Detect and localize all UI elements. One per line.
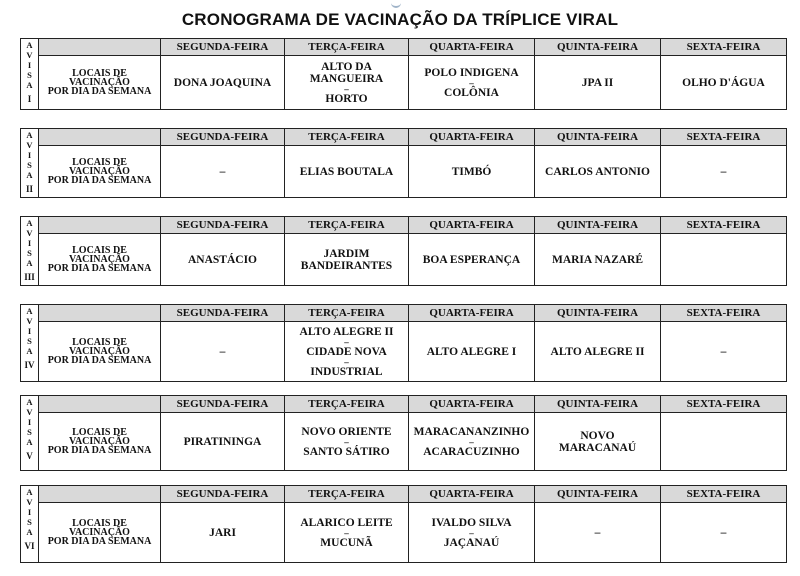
aviso-number: VI bbox=[24, 541, 35, 551]
aviso-table bbox=[20, 485, 787, 563]
aviso-letter: V bbox=[26, 407, 33, 417]
locais-label-line: LOCAIS DE bbox=[72, 68, 127, 79]
location-name: – bbox=[594, 526, 601, 539]
locais-label bbox=[39, 322, 161, 382]
locais-label-line: VACINAÇÃO bbox=[69, 527, 130, 538]
aviso-letter: A bbox=[26, 306, 33, 316]
aviso-side-label bbox=[21, 39, 39, 110]
location-cell bbox=[535, 56, 661, 110]
location-cell bbox=[409, 234, 535, 286]
day-header: TERÇA-FEIRA bbox=[285, 305, 409, 322]
locais-label-line: LOCAIS DE bbox=[72, 157, 127, 168]
location-name: ALTO ALEGRE II bbox=[299, 325, 394, 338]
day-header: SEXTA-FEIRA bbox=[661, 486, 787, 503]
location-name: POLO INDIGENA bbox=[424, 66, 519, 79]
location-cell bbox=[661, 234, 787, 286]
location-name: MARIA NAZARÉ bbox=[551, 253, 644, 266]
day-header: TERÇA-FEIRA bbox=[285, 396, 409, 413]
location-cell bbox=[409, 413, 535, 471]
location-name: BANDEIRANTES bbox=[300, 259, 393, 272]
location-name: JARDIM bbox=[323, 247, 370, 260]
day-header: TERÇA-FEIRA bbox=[285, 39, 409, 56]
aviso-number: IV bbox=[24, 360, 35, 370]
aviso-letter: I bbox=[27, 238, 32, 248]
day-header: QUARTA-FEIRA bbox=[409, 396, 535, 413]
locais-label bbox=[39, 234, 161, 286]
day-header: QUINTA-FEIRA bbox=[535, 396, 661, 413]
locais-label-line: VACINAÇÃO bbox=[69, 346, 130, 357]
day-header: SEGUNDA-FEIRA bbox=[161, 129, 285, 146]
location-name: – bbox=[344, 83, 349, 94]
day-header: QUARTA-FEIRA bbox=[409, 39, 535, 56]
location-cell bbox=[285, 234, 409, 286]
location-cell bbox=[661, 56, 787, 110]
location-cell bbox=[161, 234, 285, 286]
aviso-side-label bbox=[21, 129, 39, 198]
location-name: INDUSTRIAL bbox=[310, 365, 383, 378]
header-blank-cell bbox=[39, 129, 161, 146]
location-name: NOVO bbox=[580, 429, 615, 442]
aviso-table bbox=[20, 216, 787, 286]
aviso-letter: A bbox=[26, 397, 33, 407]
aviso-letter: V bbox=[26, 50, 33, 60]
location-name: – bbox=[469, 436, 474, 447]
aviso-letter: A bbox=[26, 218, 33, 228]
location-cell bbox=[161, 413, 285, 471]
day-header: SEGUNDA-FEIRA bbox=[161, 39, 285, 56]
location-cell bbox=[661, 146, 787, 198]
aviso-letter: A bbox=[26, 40, 33, 50]
locais-label-line: VACINAÇÃO bbox=[69, 436, 130, 447]
locais-label bbox=[39, 413, 161, 471]
location-name: ALTO ALEGRE II bbox=[550, 345, 645, 358]
locais-label-line: POR DIA DA SEMANA bbox=[47, 86, 152, 97]
day-header: SEGUNDA-FEIRA bbox=[161, 217, 285, 234]
location-name: – bbox=[469, 527, 474, 538]
day-header: SEXTA-FEIRA bbox=[661, 39, 787, 56]
location-name: – bbox=[720, 165, 727, 178]
aviso-table bbox=[20, 38, 787, 110]
location-cell bbox=[409, 322, 535, 382]
location-cell bbox=[285, 146, 409, 198]
aviso-letter: I bbox=[27, 150, 32, 160]
location-name: ALARICO LEITE bbox=[300, 516, 393, 529]
aviso-number: II bbox=[25, 184, 33, 194]
aviso-side-label bbox=[21, 396, 39, 471]
aviso-letter: A bbox=[26, 437, 33, 447]
location-name: – bbox=[219, 345, 226, 358]
location-name: – bbox=[219, 165, 226, 178]
day-header: SEGUNDA-FEIRA bbox=[161, 486, 285, 503]
day-header: SEXTA-FEIRA bbox=[661, 396, 787, 413]
locais-label-line: LOCAIS DE bbox=[72, 245, 127, 256]
location-cell bbox=[535, 413, 661, 471]
aviso-letter: A bbox=[26, 346, 33, 356]
location-cell bbox=[285, 503, 409, 563]
aviso-letter: S bbox=[27, 336, 32, 346]
page-title: CRONOGRAMA DE VACINAÇÃO DA TRÍPLICE VIRAL bbox=[181, 10, 619, 29]
location-name: DONA JOAQUINA bbox=[173, 76, 272, 89]
aviso-table bbox=[20, 395, 787, 471]
locais-label-line: LOCAIS DE bbox=[72, 427, 127, 438]
location-cell bbox=[161, 56, 285, 110]
aviso-letter: V bbox=[26, 140, 33, 150]
locais-label bbox=[39, 56, 161, 110]
location-cell bbox=[161, 322, 285, 382]
aviso-side-label bbox=[21, 305, 39, 382]
aviso-number: III bbox=[24, 272, 35, 282]
location-name: ALTO DA bbox=[321, 60, 372, 73]
locais-label-line: VACINAÇÃO bbox=[69, 77, 130, 88]
day-header: SEXTA-FEIRA bbox=[661, 217, 787, 234]
aviso-letter: I bbox=[27, 507, 32, 517]
aviso-letter: I bbox=[27, 417, 32, 427]
aviso-table bbox=[20, 304, 787, 382]
day-header: QUINTA-FEIRA bbox=[535, 486, 661, 503]
aviso-letter: V bbox=[26, 228, 33, 238]
aviso-letter: S bbox=[27, 160, 32, 170]
location-name: – bbox=[344, 356, 349, 367]
aviso-letter: A bbox=[26, 527, 33, 537]
location-name: MARACANANZINHO bbox=[413, 425, 530, 438]
aviso-letter: V bbox=[26, 316, 33, 326]
location-cell bbox=[535, 503, 661, 563]
location-name: – bbox=[344, 436, 349, 447]
day-header: QUARTA-FEIRA bbox=[409, 305, 535, 322]
location-cell bbox=[409, 503, 535, 563]
aviso-letter: A bbox=[26, 170, 33, 180]
day-header: QUARTA-FEIRA bbox=[409, 217, 535, 234]
header-blank-cell bbox=[39, 217, 161, 234]
location-name: OLHO D'ÁGUA bbox=[682, 76, 765, 89]
location-name: ANASTÁCIO bbox=[187, 253, 257, 266]
aviso-number: I bbox=[27, 94, 32, 104]
location-name: SANTO SÁTIRO bbox=[303, 445, 390, 458]
locais-label bbox=[39, 503, 161, 563]
day-header: TERÇA-FEIRA bbox=[285, 486, 409, 503]
location-name: ELIAS BOUTALA bbox=[299, 165, 394, 178]
aviso-letter: A bbox=[26, 258, 33, 268]
location-name: TIMBÓ bbox=[451, 165, 492, 178]
locais-label-line: LOCAIS DE bbox=[72, 337, 127, 348]
day-header: QUARTA-FEIRA bbox=[409, 129, 535, 146]
day-header: QUINTA-FEIRA bbox=[535, 39, 661, 56]
location-name: HORTO bbox=[325, 92, 368, 105]
aviso-letter: A bbox=[26, 80, 33, 90]
locais-label-line: POR DIA DA SEMANA bbox=[47, 175, 152, 186]
aviso-letter: S bbox=[27, 427, 32, 437]
location-name: NOVO ORIENTE bbox=[301, 425, 392, 438]
location-name: PIRATININGA bbox=[183, 435, 262, 448]
day-header: QUINTA-FEIRA bbox=[535, 217, 661, 234]
location-cell bbox=[161, 146, 285, 198]
day-header: QUINTA-FEIRA bbox=[535, 129, 661, 146]
aviso-letter: A bbox=[26, 130, 33, 140]
location-cell bbox=[661, 413, 787, 471]
header-logo-mark bbox=[391, 0, 401, 8]
location-cell bbox=[661, 503, 787, 563]
location-cell bbox=[285, 56, 409, 110]
locais-label-line: POR DIA DA SEMANA bbox=[47, 263, 152, 274]
location-name: MARACANAÚ bbox=[558, 441, 637, 454]
location-name: MANGUEIRA bbox=[309, 72, 384, 85]
aviso-number: V bbox=[26, 451, 33, 461]
header-blank-cell bbox=[39, 39, 161, 56]
location-cell bbox=[285, 413, 409, 471]
location-name: IVALDO SILVA bbox=[431, 516, 512, 529]
location-name: ALTO ALEGRE I bbox=[426, 345, 517, 358]
location-name: – bbox=[720, 345, 727, 358]
locais-label bbox=[39, 146, 161, 198]
location-cell bbox=[409, 56, 535, 110]
location-cell bbox=[409, 146, 535, 198]
aviso-side-label bbox=[21, 217, 39, 286]
header-blank-cell bbox=[39, 486, 161, 503]
day-header: TERÇA-FEIRA bbox=[285, 129, 409, 146]
location-name: ACARACUZINHO bbox=[423, 445, 520, 458]
location-name: CARLOS ANTONIO bbox=[545, 165, 650, 178]
location-cell bbox=[161, 503, 285, 563]
aviso-side-label bbox=[21, 486, 39, 563]
aviso-letter: I bbox=[27, 60, 32, 70]
locais-label-line: VACINAÇÃO bbox=[69, 166, 130, 177]
aviso-letter: S bbox=[27, 70, 32, 80]
aviso-letter: V bbox=[26, 497, 33, 507]
location-name: CIDADE NOVA bbox=[306, 345, 387, 358]
aviso-letter: S bbox=[27, 517, 32, 527]
location-name: JPA II bbox=[581, 76, 614, 89]
header-blank-cell bbox=[39, 305, 161, 322]
locais-label-line: VACINAÇÃO bbox=[69, 254, 130, 265]
location-name: – bbox=[720, 526, 727, 539]
location-name: – bbox=[344, 527, 349, 538]
day-header: TERÇA-FEIRA bbox=[285, 217, 409, 234]
location-name: JARI bbox=[209, 526, 236, 539]
locais-label-line: LOCAIS DE bbox=[72, 518, 127, 529]
day-header: SEXTA-FEIRA bbox=[661, 129, 787, 146]
day-header: SEXTA-FEIRA bbox=[661, 305, 787, 322]
day-header: SEGUNDA-FEIRA bbox=[161, 396, 285, 413]
location-name: MUCUNÃ bbox=[320, 536, 373, 549]
locais-label-line: POR DIA DA SEMANA bbox=[47, 536, 152, 547]
location-cell bbox=[661, 322, 787, 382]
location-name: – bbox=[469, 77, 474, 88]
location-name: – bbox=[344, 336, 349, 347]
aviso-letter: S bbox=[27, 248, 32, 258]
aviso-letter: I bbox=[27, 326, 32, 336]
location-cell bbox=[535, 146, 661, 198]
location-name: JAÇANAÚ bbox=[443, 536, 500, 549]
location-cell bbox=[535, 234, 661, 286]
location-name: BOA ESPERANÇA bbox=[422, 253, 521, 266]
aviso-table bbox=[20, 128, 787, 198]
day-header: QUINTA-FEIRA bbox=[535, 305, 661, 322]
day-header: QUARTA-FEIRA bbox=[409, 486, 535, 503]
locais-label-line: POR DIA DA SEMANA bbox=[47, 445, 152, 456]
day-header: SEGUNDA-FEIRA bbox=[161, 305, 285, 322]
aviso-letter: A bbox=[26, 487, 33, 497]
location-cell bbox=[535, 322, 661, 382]
header-blank-cell bbox=[39, 396, 161, 413]
location-name: COLÔNIA bbox=[444, 86, 499, 99]
locais-label-line: POR DIA DA SEMANA bbox=[47, 355, 152, 366]
location-cell bbox=[285, 322, 409, 382]
